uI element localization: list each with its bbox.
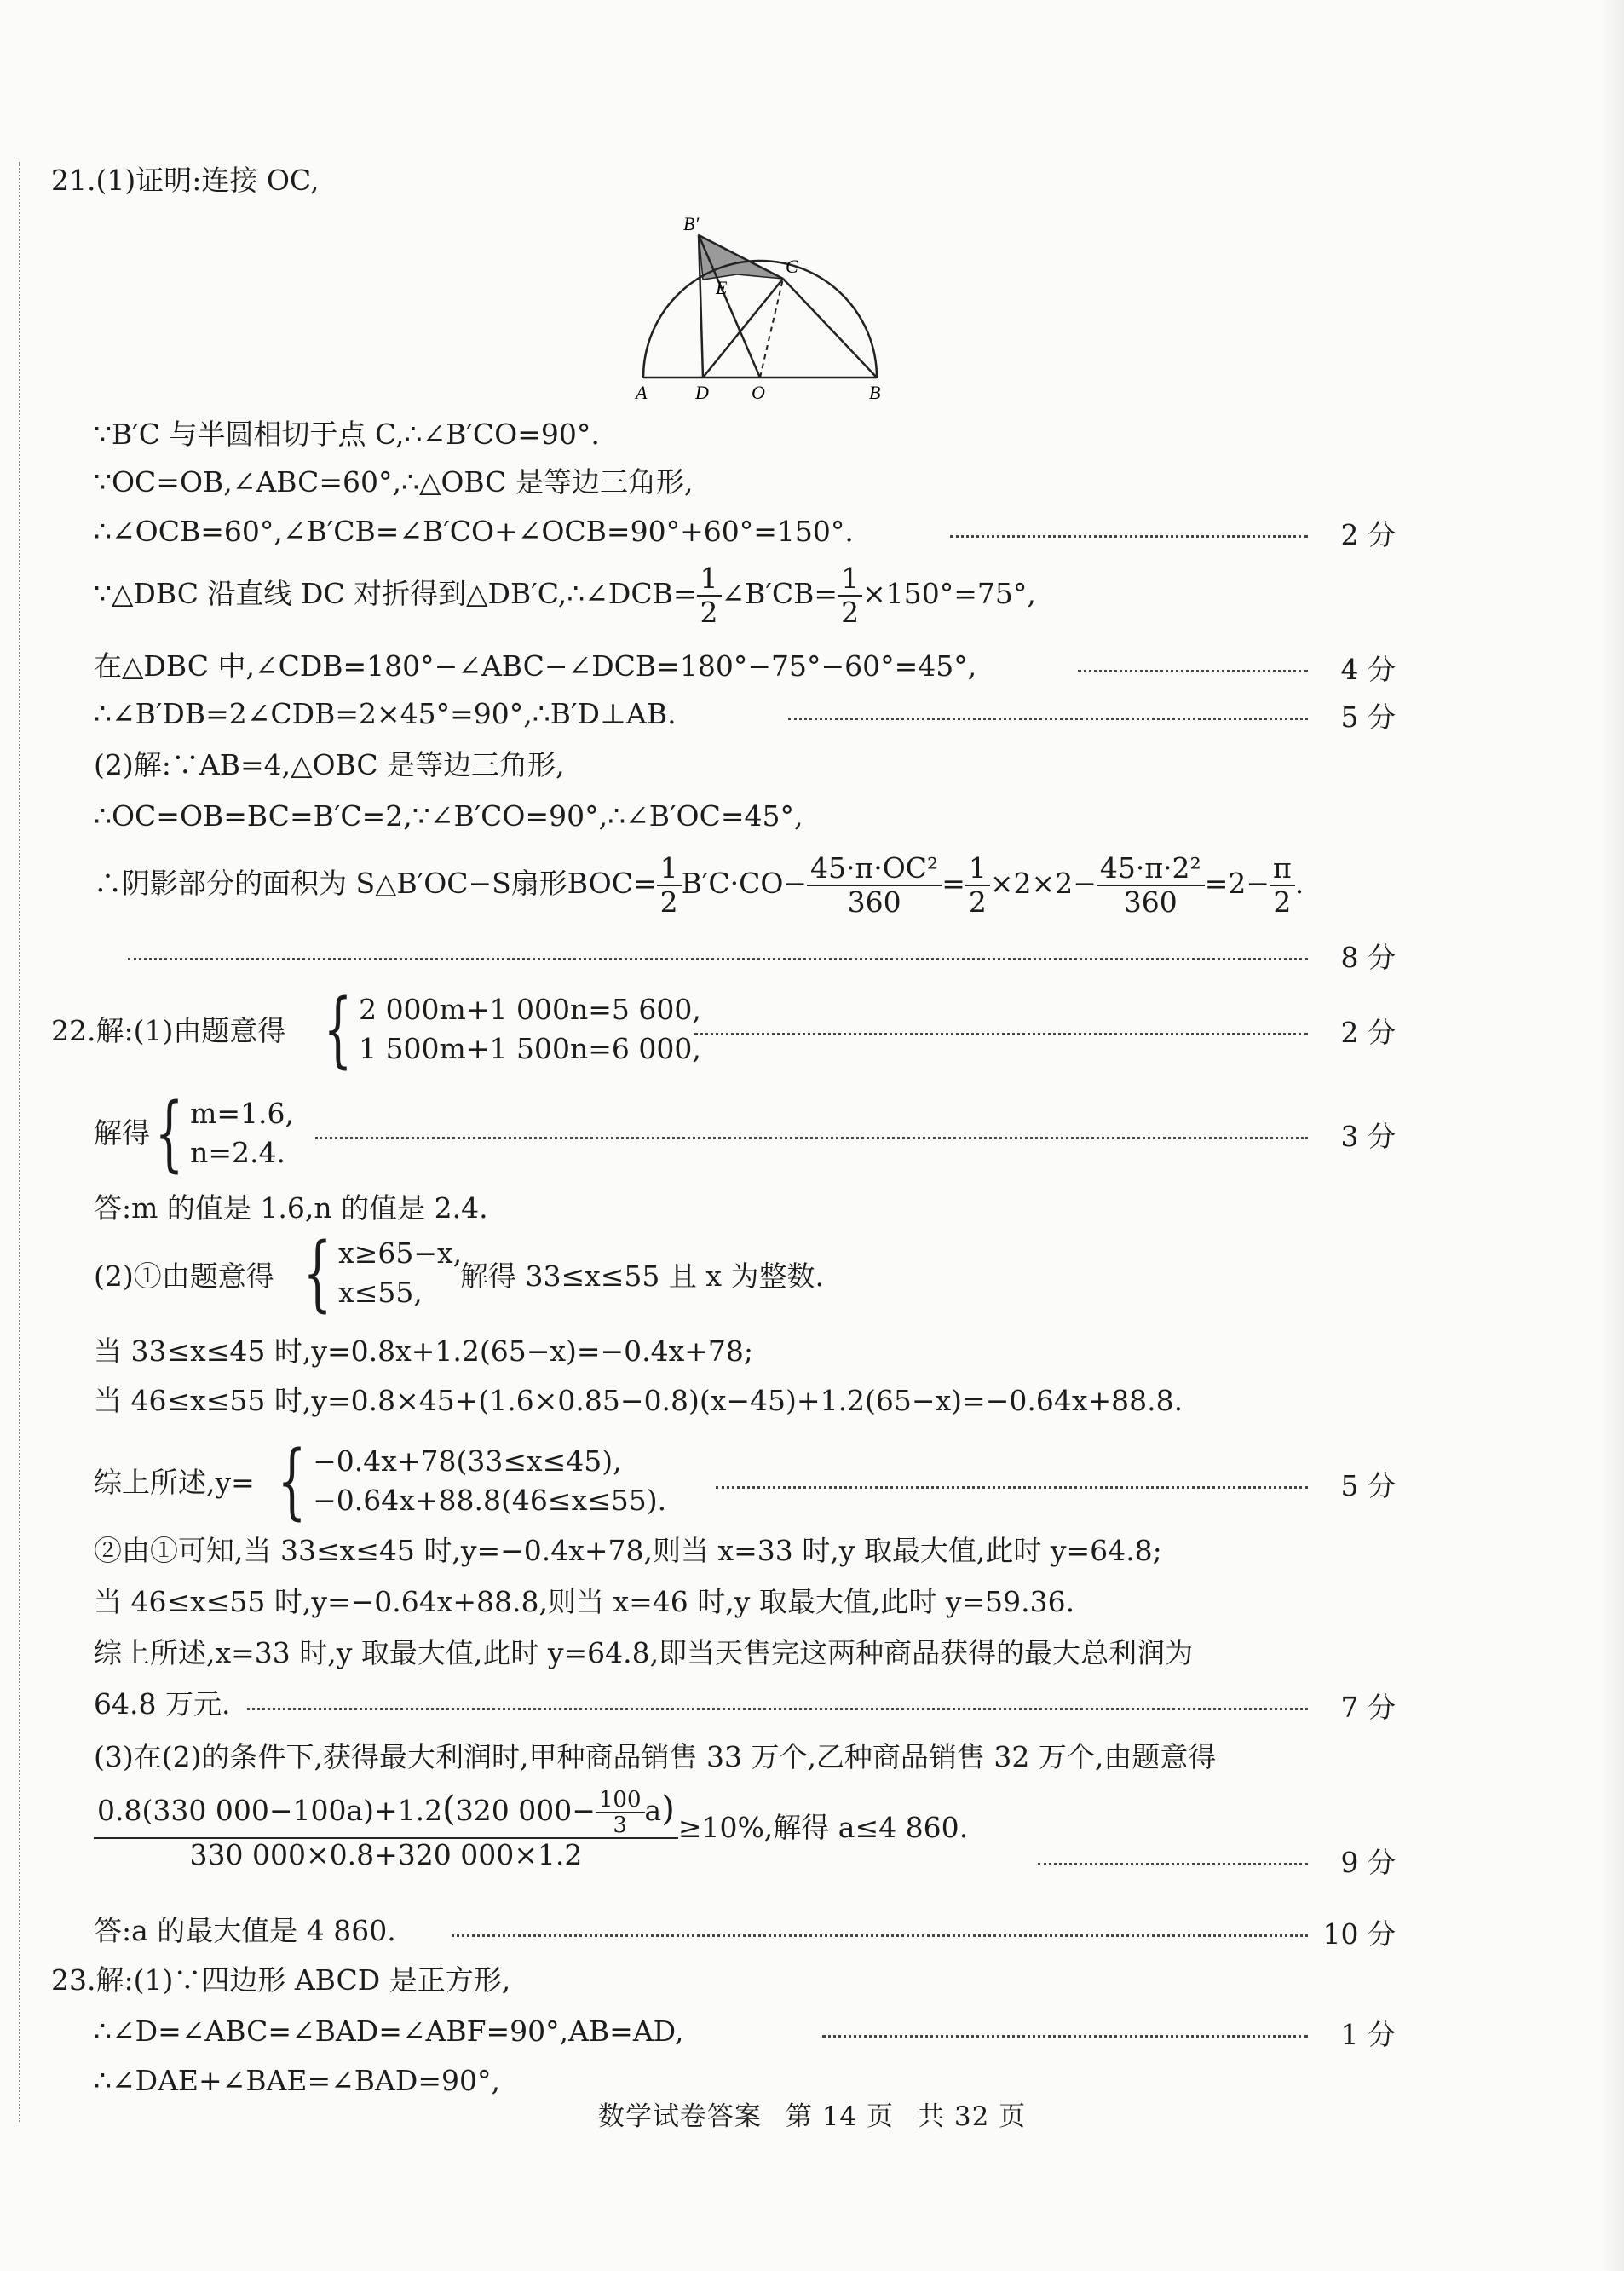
fraction-sector2 (1097, 852, 1205, 919)
fraction-denominator: 360 (1123, 885, 1178, 919)
score-q22-e: 9 分 (1340, 1846, 1396, 1879)
fraction-numerator: 45·π·OC² (807, 852, 942, 886)
q22-case1: 当 33≤x≤45 时,y=0.8x+1.2(65−x)=−0.4x+78; (94, 1334, 754, 1368)
inequality-numerator: 0.8(330 000−100a)+1.2(320 000− $\frac{100}{3}$ a) (94, 1788, 678, 1839)
q21-line6: ∴∠B′DB=2∠CDB=2×45°=90°,∴B′D⊥AB. (94, 697, 677, 730)
fraction-denominator: 2 (841, 596, 860, 629)
q22-part2-head: (2)①由题意得 (94, 1259, 274, 1293)
q21-line9 (94, 852, 1304, 919)
q21-line4 (94, 562, 1036, 629)
label-c: C (786, 256, 798, 277)
q21-line3: ∴∠OCB=60°,∠B′CB=∠B′CO+∠OCB=90°+60°=150°. (94, 515, 854, 548)
fraction-100-3 (596, 1788, 645, 1837)
inequality-denominator: 330 000×0.8+320 000×1.2 (189, 1838, 583, 1871)
dot-leader (822, 2035, 1308, 2038)
fraction-sector1 (807, 852, 942, 919)
score-q21-b: 4 分 (1340, 653, 1396, 686)
dot-leader (128, 958, 1308, 960)
q22-summary-label: 综上所述,y= (94, 1466, 255, 1499)
dot-leader (247, 1708, 1308, 1710)
fraction-half (657, 852, 682, 919)
q21-line9-part3: = (942, 867, 965, 900)
score-q21-a: 2 分 (1340, 518, 1396, 551)
q23-line2: ∴∠DAE+∠BAE=∠BAD=90°, (94, 2064, 500, 2097)
fraction-half (697, 562, 722, 629)
system4-eq2: −0.64x+88.8(46≤x≤55). (313, 1484, 667, 1517)
footer-page: 第 14 页 (785, 2101, 894, 2132)
q21-line4-part2: ∠B′CB= (721, 577, 838, 610)
q22-inequality (94, 1788, 968, 1871)
dot-leader (788, 718, 1308, 720)
q22-heading: 22.解:(1)由题意得 (51, 1014, 286, 1047)
label-d: D (695, 382, 709, 403)
fraction-numerator: π (1270, 852, 1295, 886)
q21-line9-part1: ∴阴影部分的面积为 S△B′OC−S扇形BOC= (94, 867, 657, 900)
score-q22-d: 7 分 (1340, 1691, 1396, 1724)
label-b: B (869, 382, 881, 403)
numerator-part2: 320 000− (455, 1794, 596, 1827)
brace: { (277, 1433, 307, 1529)
q21-line9-part2: B′C·CO− (681, 867, 808, 900)
footer-total: 共 32 页 (918, 2101, 1027, 2132)
score-q23-a: 1 分 (1340, 2018, 1396, 2051)
fraction-half (838, 562, 862, 629)
numerator-part1: 0.8(330 000−100a)+1.2 (97, 1794, 443, 1827)
page-edge-shadow (1602, 0, 1624, 2271)
system3-eq1: x≥65−x, (338, 1236, 463, 1270)
brace: { (323, 982, 353, 1077)
inequality-tail: ≥10%,解得 a≤4 860. (677, 1811, 969, 1844)
fraction-numerator: 1 (657, 852, 682, 886)
fraction-denominator: 2 (968, 885, 987, 919)
fraction-denominator: 2 (659, 885, 678, 919)
q22-answer1: 答:m 的值是 1.6,n 的值是 2.4. (94, 1191, 488, 1225)
q22-max3: 综上所述,x=33 时,y 取最大值,此时 y=64.8,即当天售完这两种商品获得的最大总利润为 (94, 1636, 1194, 1669)
q21-line2: ∵OC=OB,∠ABC=60°,∴△OBC 是等边三角形, (94, 465, 694, 499)
fraction-pi-half (1270, 852, 1295, 919)
q21-line9-part6: . (1294, 867, 1304, 900)
q21-line4-part3: ×150°=75°, (862, 577, 1036, 610)
q22-answer3: 答:a 的最大值是 4 860. (94, 1914, 396, 1947)
q21-line9-part4: ×2×2− (989, 867, 1097, 900)
q22-jiede: 解得 (94, 1116, 150, 1150)
q21-heading: 21.(1)证明:连接 OC, (51, 164, 320, 197)
dot-leader (1038, 1863, 1308, 1865)
fraction-numerator: 100 (596, 1788, 645, 1813)
q22-system2 (148, 1086, 294, 1181)
fraction-numerator: 1 (838, 562, 862, 597)
q22-system3 (297, 1225, 463, 1321)
fraction-half (965, 852, 990, 919)
q22-max2: 当 46≤x≤55 时,y=−0.64x+88.8,则当 x=46 时,y 取最大值,此时 y=59.36. (94, 1585, 1075, 1618)
footer-title: 数学试卷答案 (597, 2101, 762, 2132)
label-bprime: B′ (683, 213, 700, 234)
dot-leader (315, 1137, 1308, 1139)
brace: { (154, 1086, 184, 1181)
q22-max1: ②由①可知,当 33≤x≤45 时,y=−0.4x+78,则当 x=33 时,y 取最大值,此时 y=64.8; (94, 1534, 1162, 1567)
dot-leader (1078, 670, 1308, 672)
system3-eq2: x≤55, (338, 1276, 423, 1309)
score-q21-c: 5 分 (1340, 700, 1396, 734)
system1-eq1: 2 000m+1 000n=5 600, (359, 993, 701, 1026)
numerator-part3: a (644, 1794, 662, 1827)
semicircle-figure (622, 205, 881, 403)
fraction-numerator: 45·π·2² (1097, 852, 1205, 886)
fraction-denominator: 2 (700, 596, 718, 629)
fraction-denominator: 3 (613, 1813, 627, 1838)
q22-part2-tail: 解得 33≤x≤55 且 x 为整数. (460, 1259, 824, 1293)
q23-line1: ∴∠D=∠ABC=∠BAD=∠ABF=90°,AB=AD, (94, 2015, 684, 2048)
score-q22-b: 3 分 (1340, 1120, 1396, 1153)
q21-line5: 在△DBC 中,∠CDB=180°−∠ABC−∠DCB=180°−75°−60°=45°, (94, 649, 977, 683)
q21-line9-part5: =2− (1204, 867, 1270, 900)
binding-margin-line (19, 162, 20, 2122)
segment-c-b (783, 279, 877, 378)
score-q22-f: 10 分 (1322, 1917, 1396, 1951)
system2-eq2: n=2.4. (190, 1136, 285, 1169)
score-q22-c: 5 分 (1340, 1469, 1396, 1502)
dot-leader (694, 1033, 1308, 1035)
system4-eq1: −0.4x+78(33≤x≤45), (313, 1444, 622, 1478)
q21-line8: ∴OC=OB=BC=B′C=2,∵∠B′CO=90°,∴∠B′OC=45°, (94, 799, 803, 833)
q22-system4 (271, 1433, 667, 1529)
fraction-numerator: 1 (965, 852, 990, 886)
q21-line4-part1: ∵△DBC 沿直线 DC 对折得到△DB′C,∴∠DCB= (94, 577, 697, 610)
dot-leader (950, 535, 1308, 538)
q22-max4: 64.8 万元. (94, 1687, 231, 1721)
dot-leader (452, 1934, 1308, 1937)
q22-case2: 当 46≤x≤55 时,y=0.8×45+(1.6×0.85−0.8)(x−45)+1.2(65−x)=−0.64x+88.8. (94, 1384, 1183, 1417)
q21-line1: ∵B′C 与半圆相切于点 C,∴∠B′CO=90°. (94, 418, 600, 451)
fraction-denominator: 2 (1273, 885, 1292, 919)
system1-eq2: 1 500m+1 500n=6 000, (359, 1032, 701, 1065)
label-o: O (752, 382, 765, 403)
label-e: E (716, 277, 728, 298)
inequality-fraction (94, 1788, 678, 1871)
score-q21-d: 8 分 (1340, 941, 1396, 974)
fraction-numerator: 1 (697, 562, 722, 597)
semicircle-arc (643, 261, 877, 378)
q23-heading: 23.解:(1)∵四边形 ABCD 是正方形, (51, 1963, 511, 1997)
brace: { (302, 1225, 332, 1321)
fraction-denominator: 360 (847, 885, 901, 919)
score-q22-a: 2 分 (1340, 1016, 1396, 1049)
label-a: A (636, 382, 648, 403)
q22-part3: (3)在(2)的条件下,获得最大利润时,甲种商品销售 33 万个,乙种商品销售 32 万个,由题意得 (94, 1740, 1217, 1773)
q21-line7: (2)解:∵AB=4,△OBC 是等边三角形, (94, 748, 565, 781)
page-footer (0, 2095, 1624, 2133)
dot-leader (716, 1486, 1308, 1489)
q22-system1 (317, 982, 701, 1077)
system2-eq1: m=1.6, (190, 1097, 294, 1130)
